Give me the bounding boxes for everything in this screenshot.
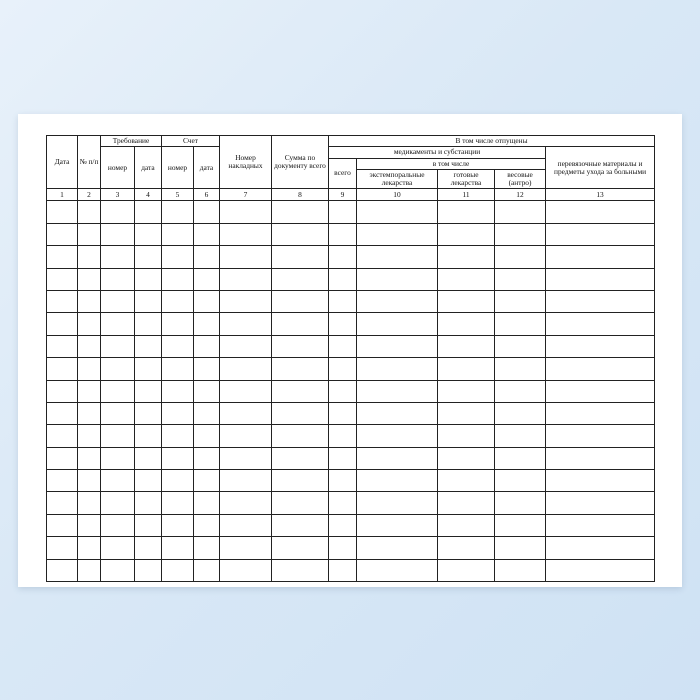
table-cell[interactable] — [546, 246, 655, 268]
table-cell[interactable] — [357, 358, 438, 380]
table-cell[interactable] — [357, 447, 438, 469]
table-cell[interactable] — [329, 268, 357, 290]
table-cell[interactable] — [135, 537, 162, 559]
table-cell[interactable] — [272, 447, 329, 469]
colnum-10: 10 — [357, 189, 438, 201]
table-cell[interactable] — [78, 447, 101, 469]
table-cell[interactable] — [495, 492, 546, 514]
table-cell[interactable] — [272, 537, 329, 559]
header-requirement-number: номер — [101, 147, 135, 189]
table-cell[interactable] — [546, 559, 655, 581]
header-medicines-group: медикаменты и субстанции — [329, 147, 546, 158]
table-cell[interactable] — [101, 290, 135, 312]
table-cell[interactable] — [78, 470, 101, 492]
table-cell[interactable] — [220, 313, 272, 335]
table-cell[interactable] — [357, 537, 438, 559]
table-cell[interactable] — [47, 223, 78, 245]
table-cell[interactable] — [495, 290, 546, 312]
table-cell[interactable] — [194, 380, 220, 402]
table-cell[interactable] — [194, 559, 220, 581]
table-cell[interactable] — [220, 492, 272, 514]
header-invoice-date: дата — [194, 147, 220, 189]
table-cell[interactable] — [495, 447, 546, 469]
table-cell[interactable] — [329, 470, 357, 492]
table-cell[interactable] — [78, 514, 101, 536]
table-cell[interactable] — [47, 492, 78, 514]
table-cell[interactable] — [438, 425, 495, 447]
table-cell[interactable] — [162, 425, 194, 447]
table-cell[interactable] — [162, 380, 194, 402]
table-cell[interactable] — [272, 290, 329, 312]
table-cell[interactable] — [78, 246, 101, 268]
table-cell[interactable] — [78, 492, 101, 514]
table-cell[interactable] — [495, 246, 546, 268]
table-cell[interactable] — [329, 201, 357, 223]
table-cell[interactable] — [546, 425, 655, 447]
table-row[interactable] — [47, 313, 655, 335]
table-cell[interactable] — [135, 313, 162, 335]
header-requirement-date: дата — [135, 147, 162, 189]
table-cell[interactable] — [495, 335, 546, 357]
table-cell[interactable] — [357, 335, 438, 357]
table-cell[interactable] — [101, 447, 135, 469]
table-cell[interactable] — [495, 313, 546, 335]
table-cell[interactable] — [438, 246, 495, 268]
table-cell[interactable] — [47, 514, 78, 536]
table-cell[interactable] — [101, 246, 135, 268]
table-cell[interactable] — [438, 447, 495, 469]
table-cell[interactable] — [272, 201, 329, 223]
table-cell[interactable] — [220, 402, 272, 424]
table-cell[interactable] — [194, 268, 220, 290]
table-cell[interactable] — [329, 425, 357, 447]
table-cell[interactable] — [546, 335, 655, 357]
table-cell[interactable] — [357, 223, 438, 245]
table-cell[interactable] — [135, 246, 162, 268]
header-row-2 — [47, 147, 655, 158]
table-cell[interactable] — [329, 380, 357, 402]
table-cell[interactable] — [194, 246, 220, 268]
table-cell[interactable] — [101, 268, 135, 290]
table-cell[interactable] — [438, 492, 495, 514]
table-row[interactable] — [47, 290, 655, 312]
table-cell[interactable] — [194, 537, 220, 559]
table-cell[interactable] — [101, 425, 135, 447]
table-cell[interactable] — [101, 313, 135, 335]
table-cell[interactable] — [272, 335, 329, 357]
table-cell[interactable] — [135, 402, 162, 424]
table-cell[interactable] — [78, 290, 101, 312]
table-cell[interactable] — [220, 380, 272, 402]
table-cell[interactable] — [47, 313, 78, 335]
table-cell[interactable] — [101, 514, 135, 536]
table-cell[interactable] — [272, 246, 329, 268]
table-cell[interactable] — [220, 425, 272, 447]
table-cell[interactable] — [162, 559, 194, 581]
table-cell[interactable] — [194, 313, 220, 335]
table-cell[interactable] — [194, 514, 220, 536]
colnum-9: 9 — [329, 189, 357, 201]
table-cell[interactable] — [546, 290, 655, 312]
table-cell[interactable] — [78, 425, 101, 447]
table-cell[interactable] — [329, 447, 357, 469]
table-cell[interactable] — [47, 425, 78, 447]
table-cell[interactable] — [546, 447, 655, 469]
table-cell[interactable] — [47, 470, 78, 492]
table-cell[interactable] — [329, 223, 357, 245]
table-cell[interactable] — [135, 492, 162, 514]
table-cell[interactable] — [438, 268, 495, 290]
table-cell[interactable] — [101, 380, 135, 402]
table-cell[interactable] — [357, 201, 438, 223]
table-cell[interactable] — [101, 537, 135, 559]
table-cell[interactable] — [438, 358, 495, 380]
table-cell[interactable] — [220, 246, 272, 268]
table-cell[interactable] — [162, 514, 194, 536]
table-cell[interactable] — [546, 313, 655, 335]
table-cell[interactable] — [495, 358, 546, 380]
table-cell[interactable] — [101, 492, 135, 514]
colnum-4: 4 — [135, 189, 162, 201]
table-cell[interactable] — [101, 201, 135, 223]
colnum-8: 8 — [272, 189, 329, 201]
table-header — [47, 136, 655, 201]
table-cell[interactable] — [272, 223, 329, 245]
table-cell[interactable] — [78, 223, 101, 245]
table-cell[interactable] — [220, 559, 272, 581]
table-cell[interactable] — [194, 492, 220, 514]
table-cell[interactable] — [272, 268, 329, 290]
table-cell[interactable] — [357, 514, 438, 536]
header-invoice-number: номер — [162, 147, 194, 189]
table-cell[interactable] — [135, 559, 162, 581]
table-cell[interactable] — [135, 335, 162, 357]
table-cell[interactable] — [101, 402, 135, 424]
table-cell[interactable] — [329, 358, 357, 380]
header-date: Дата — [47, 136, 78, 189]
table-cell[interactable] — [438, 335, 495, 357]
table-row[interactable] — [47, 492, 655, 514]
table-cell[interactable] — [357, 268, 438, 290]
table-cell[interactable] — [272, 514, 329, 536]
table-cell[interactable] — [495, 402, 546, 424]
table-row[interactable] — [47, 402, 655, 424]
header-requirement-group: Требование — [101, 136, 162, 147]
table-cell[interactable] — [162, 470, 194, 492]
table-cell[interactable] — [101, 470, 135, 492]
table-cell[interactable] — [546, 402, 655, 424]
table-cell[interactable] — [357, 313, 438, 335]
column-number-row — [47, 189, 655, 201]
colnum-5: 5 — [162, 189, 194, 201]
table-cell[interactable] — [272, 559, 329, 581]
table-cell[interactable] — [272, 492, 329, 514]
table-cell[interactable] — [101, 223, 135, 245]
table-cell[interactable] — [101, 358, 135, 380]
table-row[interactable] — [47, 447, 655, 469]
table-row[interactable] — [47, 514, 655, 536]
table-cell[interactable] — [495, 223, 546, 245]
table-cell[interactable] — [194, 358, 220, 380]
colnum-12: 12 — [495, 189, 546, 201]
table-cell[interactable] — [220, 201, 272, 223]
table-row[interactable] — [47, 268, 655, 290]
table-cell[interactable] — [162, 335, 194, 357]
table-cell[interactable] — [47, 290, 78, 312]
paper-sheet — [18, 114, 682, 587]
table-cell[interactable] — [194, 425, 220, 447]
table-cell[interactable] — [438, 402, 495, 424]
header-released-group: В том числе отпущены — [329, 136, 655, 147]
table-row[interactable] — [47, 358, 655, 380]
table-cell[interactable] — [47, 559, 78, 581]
table-cell[interactable] — [135, 201, 162, 223]
table-cell[interactable] — [78, 402, 101, 424]
table-cell[interactable] — [162, 290, 194, 312]
colnum-6: 6 — [194, 189, 220, 201]
table-cell[interactable] — [135, 268, 162, 290]
table-cell[interactable] — [78, 358, 101, 380]
table-cell[interactable] — [438, 201, 495, 223]
table-cell[interactable] — [329, 514, 357, 536]
table-cell[interactable] — [78, 313, 101, 335]
colnum-1: 1 — [47, 189, 78, 201]
header-row-1 — [47, 136, 655, 147]
table-cell[interactable] — [495, 537, 546, 559]
table-cell[interactable] — [546, 470, 655, 492]
table-cell[interactable] — [438, 470, 495, 492]
table-cell[interactable] — [162, 246, 194, 268]
table-cell[interactable] — [220, 290, 272, 312]
table-cell[interactable] — [272, 425, 329, 447]
table-cell[interactable] — [135, 223, 162, 245]
table-cell[interactable] — [220, 537, 272, 559]
table-cell[interactable] — [220, 358, 272, 380]
header-ready-medicines: готовые лекарства — [438, 169, 495, 189]
table-row[interactable] — [47, 335, 655, 357]
table-cell[interactable] — [272, 380, 329, 402]
table-cell[interactable] — [135, 290, 162, 312]
table-cell[interactable] — [438, 514, 495, 536]
table-cell[interactable] — [162, 223, 194, 245]
table-cell[interactable] — [329, 246, 357, 268]
table-cell[interactable] — [357, 492, 438, 514]
table-cell[interactable] — [47, 537, 78, 559]
table-cell[interactable] — [495, 514, 546, 536]
table-cell[interactable] — [47, 335, 78, 357]
table-cell[interactable] — [194, 201, 220, 223]
table-cell[interactable] — [162, 358, 194, 380]
table-cell[interactable] — [220, 514, 272, 536]
table-cell[interactable] — [194, 447, 220, 469]
table-cell[interactable] — [438, 313, 495, 335]
table-cell[interactable] — [135, 470, 162, 492]
table-cell[interactable] — [438, 537, 495, 559]
header-number: № п/п — [78, 136, 101, 189]
table-cell[interactable] — [194, 335, 220, 357]
table-cell[interactable] — [47, 201, 78, 223]
table-cell[interactable] — [438, 380, 495, 402]
table-cell[interactable] — [162, 537, 194, 559]
table-cell[interactable] — [357, 559, 438, 581]
table-body — [47, 201, 655, 582]
table-cell[interactable] — [357, 246, 438, 268]
table-cell[interactable] — [135, 514, 162, 536]
table-cell[interactable] — [47, 447, 78, 469]
table-cell[interactable] — [546, 223, 655, 245]
table-cell[interactable] — [162, 201, 194, 223]
colnum-11: 11 — [438, 189, 495, 201]
table-cell[interactable] — [47, 268, 78, 290]
table-cell[interactable] — [47, 358, 78, 380]
table-cell[interactable] — [194, 402, 220, 424]
table-cell[interactable] — [101, 335, 135, 357]
table-cell[interactable] — [220, 447, 272, 469]
table-cell[interactable] — [78, 559, 101, 581]
table-cell[interactable] — [47, 380, 78, 402]
table-cell[interactable] — [272, 313, 329, 335]
header-medicines-total: всего — [329, 158, 357, 189]
table-cell[interactable] — [272, 470, 329, 492]
header-waybill-number: Номер накладных — [220, 136, 272, 189]
table-cell[interactable] — [78, 201, 101, 223]
table-row[interactable] — [47, 425, 655, 447]
table-cell[interactable] — [329, 559, 357, 581]
table-cell[interactable] — [101, 559, 135, 581]
table-cell[interactable] — [194, 290, 220, 312]
table-cell[interactable] — [194, 223, 220, 245]
table-cell[interactable] — [78, 380, 101, 402]
table-cell[interactable] — [194, 470, 220, 492]
table-cell[interactable] — [329, 492, 357, 514]
table-cell[interactable] — [329, 402, 357, 424]
table-cell[interactable] — [329, 290, 357, 312]
table-cell[interactable] — [78, 335, 101, 357]
table-cell[interactable] — [220, 223, 272, 245]
table-cell[interactable] — [438, 223, 495, 245]
table-cell[interactable] — [495, 380, 546, 402]
table-cell[interactable] — [272, 402, 329, 424]
table-cell[interactable] — [220, 268, 272, 290]
header-weight-goods: весовые (антро) — [495, 169, 546, 189]
table-cell[interactable] — [329, 313, 357, 335]
colnum-2: 2 — [78, 189, 101, 201]
table-cell[interactable] — [162, 268, 194, 290]
table-cell[interactable] — [47, 402, 78, 424]
table-cell[interactable] — [546, 514, 655, 536]
table-row[interactable] — [47, 537, 655, 559]
header-dressing-materials: перевязочные материалы и предметы ухода за больными — [546, 147, 655, 189]
table-cell[interactable] — [546, 201, 655, 223]
colnum-13: 13 — [546, 189, 655, 201]
table-row[interactable] — [47, 246, 655, 268]
table-cell[interactable] — [135, 380, 162, 402]
table-row[interactable] — [47, 559, 655, 581]
table-row[interactable] — [47, 223, 655, 245]
table-cell[interactable] — [495, 470, 546, 492]
table-cell[interactable] — [357, 425, 438, 447]
header-invoice-group: Счет — [162, 136, 220, 147]
table-cell[interactable] — [357, 380, 438, 402]
table-cell[interactable] — [47, 246, 78, 268]
table-cell[interactable] — [438, 290, 495, 312]
colnum-7: 7 — [220, 189, 272, 201]
table-cell[interactable] — [546, 492, 655, 514]
table-cell[interactable] — [329, 537, 357, 559]
table-cell[interactable] — [135, 358, 162, 380]
table-cell[interactable] — [546, 358, 655, 380]
table-cell[interactable] — [135, 447, 162, 469]
table-cell[interactable] — [357, 402, 438, 424]
table-cell[interactable] — [78, 268, 101, 290]
header-including-group: в том числе — [357, 158, 546, 169]
table-cell[interactable] — [546, 537, 655, 559]
table-cell[interactable] — [162, 313, 194, 335]
table-cell[interactable] — [357, 470, 438, 492]
table-row[interactable] — [47, 201, 655, 223]
table-cell[interactable] — [438, 559, 495, 581]
table-row[interactable] — [47, 470, 655, 492]
table-cell[interactable] — [495, 268, 546, 290]
table-cell[interactable] — [135, 425, 162, 447]
table-cell[interactable] — [162, 447, 194, 469]
journal-table — [46, 135, 655, 582]
table-cell[interactable] — [220, 335, 272, 357]
table-cell[interactable] — [546, 268, 655, 290]
table-cell[interactable] — [162, 402, 194, 424]
table-cell[interactable] — [78, 537, 101, 559]
colnum-3: 3 — [101, 189, 135, 201]
table-cell[interactable] — [546, 380, 655, 402]
header-extemporal: экстемпоральные лекарства — [357, 169, 438, 189]
table-cell[interactable] — [495, 559, 546, 581]
table-cell[interactable] — [495, 425, 546, 447]
table-cell[interactable] — [357, 290, 438, 312]
table-cell[interactable] — [495, 201, 546, 223]
table-row[interactable] — [47, 380, 655, 402]
table-cell[interactable] — [329, 335, 357, 357]
table-cell[interactable] — [220, 470, 272, 492]
journal-table-area — [46, 135, 654, 582]
table-cell[interactable] — [272, 358, 329, 380]
table-cell[interactable] — [162, 492, 194, 514]
header-document-sum: Сумма по документу всего — [272, 136, 329, 189]
